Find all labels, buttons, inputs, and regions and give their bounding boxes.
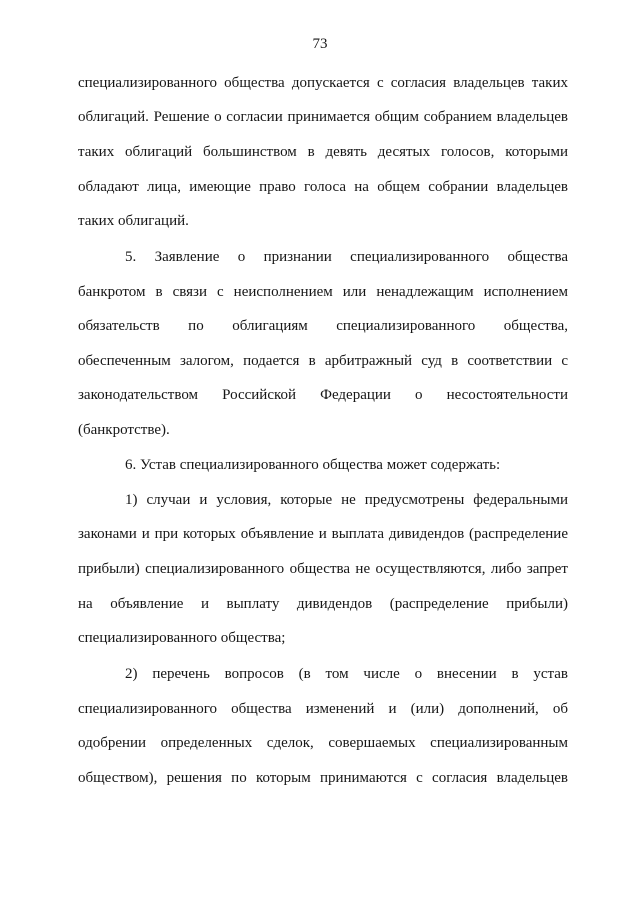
- text-line: законодательством Российской Федерации о несостоятельности: [78, 387, 568, 403]
- text-line: облигаций. Решение о согласии принимается общим собранием владельцев: [78, 109, 568, 125]
- text-line: законами и при которых объявление и выплата дивидендов (распределение: [78, 526, 568, 542]
- text-line: одобрении определенных сделок, совершаемых специализированным: [78, 735, 568, 751]
- text-line: обладают лица, имеющие право голоса на общем собрании владельцев: [78, 179, 568, 195]
- text-line: банкротом в связи с неисполнением или ненадлежащим исполнением: [78, 284, 568, 300]
- text-line: 6. Устав специализированного общества может содержать:: [125, 457, 501, 473]
- text-line: обществом), решения по которым принимаются с согласия владельцев: [78, 770, 568, 786]
- text-line: таких облигаций большинством в девять десятых голосов, которыми: [78, 144, 568, 160]
- text-line: обеспеченным залогом, подается в арбитражный суд в соответствии с: [78, 353, 568, 369]
- text-line: 1) случаи и условия, которые не предусмотрены федеральными: [125, 492, 568, 508]
- text-line: специализированного общества;: [78, 630, 286, 646]
- text-line: на объявление и выплату дивидендов (распределение прибыли): [78, 596, 568, 612]
- text-line: специализированного общества допускается с согласия владельцев таких: [78, 75, 568, 91]
- text-line: (банкротстве).: [78, 422, 170, 438]
- page-number: 73: [312, 36, 328, 52]
- text-line: специализированного общества изменений и (или) дополнений, об: [78, 701, 568, 717]
- text-line: обязательств по облигациям специализированного общества,: [78, 318, 568, 334]
- text-line: прибыли) специализированного общества не осуществляются, либо запрет: [78, 561, 568, 577]
- text-line: 2) перечень вопросов (в том числе о внесении в устав: [125, 666, 568, 682]
- text-line: таких облигаций.: [78, 213, 189, 229]
- text-line: 5. Заявление о признании специализированного общества: [125, 249, 568, 265]
